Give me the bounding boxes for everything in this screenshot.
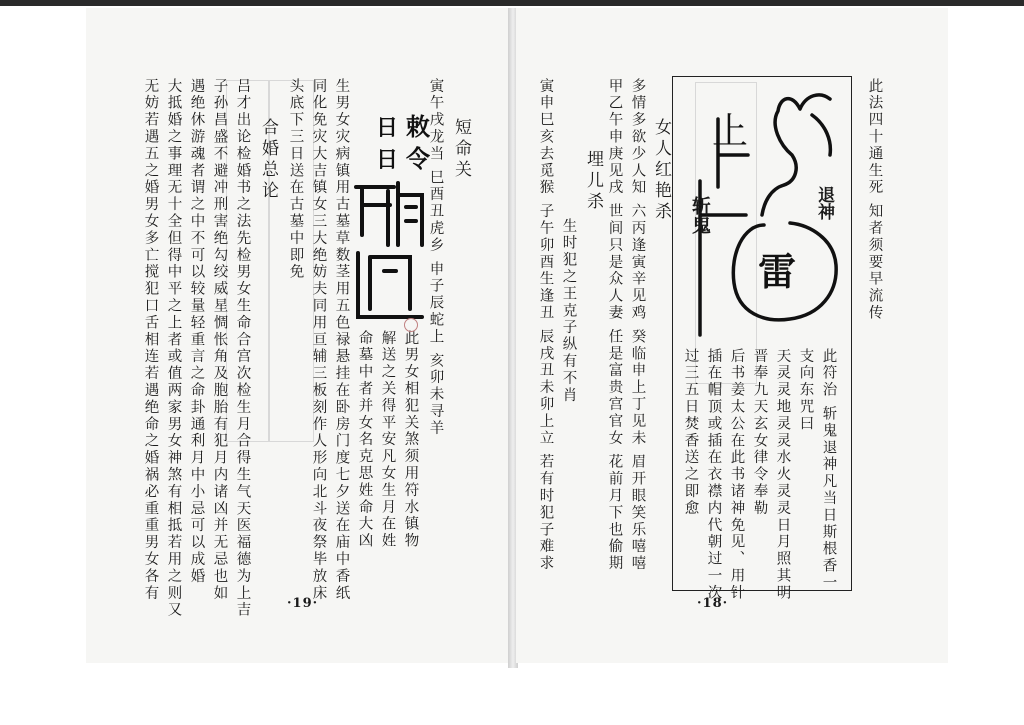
right-line-6: 后书姜太公在此书诸神免见、用针 [728, 348, 745, 602]
right-section-title-1: 女人红艳杀 [651, 118, 671, 223]
ink-stain-mark [404, 318, 418, 332]
left-line-10: 遇绝休游魂者谓之中不可以较量轻重言之命卦通利月中小忌可以成婚 [188, 78, 205, 585]
left-section-title-1: 短命关 [451, 118, 471, 181]
right-line-7: 插在帽顶或插在衣襟内代朝过一次 [705, 348, 722, 602]
left-line-1: 寅午戌龙当 巳酉丑虎乡 申子辰蛇上 亥卯未寻羊 [427, 78, 444, 438]
right-line-11: 生时犯之王克子纵有不肖 [560, 218, 577, 404]
left-line-6: 同化免灾大吉镇女三大绝妨夫同用亘辅三板刻作人形向北斗夜祭毕放床 [310, 78, 327, 602]
talisman-char-ri-2: 日 [376, 147, 399, 173]
right-line-8: 过三五日焚香送之即愈 [682, 348, 699, 517]
right-line-10: 甲乙午申庚见戌 世间只是众人妻 任是富贵宫官女 花前月下也偷期 [606, 78, 623, 573]
left-page-number: ·19· [287, 596, 319, 611]
left-line-5: 生男女灾病镇用古墓草数茎用五色禄悬挂在卧房门度七夕送在庙中香纸 [333, 78, 350, 602]
left-line-4: 命墓中者并女名克思姓命大凶 [356, 330, 373, 550]
talisman-char-ling: 令 [406, 144, 430, 173]
short-life-talisman [350, 95, 430, 325]
right-line-1: 此法四十通生死 知者须要早流传 [866, 78, 883, 322]
left-line-3: 解送之关得平安凡女生月在姓 [379, 330, 396, 550]
left-line-2: 此男女相犯关煞须用符水镇物 [402, 330, 419, 550]
talisman-center-char: 雷 [758, 249, 797, 294]
right-line-12: 寅申巳亥去觅猴 子午卯酉生逢丑 辰戌丑未卯上立 若有时犯子难求 [537, 78, 554, 573]
left-line-9: 子孙昌盛不避冲刑害绝勾绞威星惆怅角及胞胎有犯月内诸凶并无忌也如 [211, 78, 228, 602]
talisman-label-zhangui: 斩鬼 [689, 196, 711, 234]
right-line-9: 多情多欲少人知 六丙逢寅辛见鸡 癸临申上丁见未 眉开眼笑乐嘻嘻 [629, 78, 646, 573]
right-line-2: 此符治 斩鬼退神凡当日斯根香一 [820, 348, 837, 592]
right-page-number: ·18· [697, 596, 729, 611]
scan-top-edge [0, 0, 1024, 6]
left-line-7: 头底下三日送在古墓中即免 [287, 78, 304, 281]
right-section-title-2: 埋儿杀 [583, 150, 603, 213]
talisman-char-chi: 敕 [406, 112, 430, 141]
right-line-5: 晋奉九天玄女律令奉勒 [751, 348, 768, 517]
talisman-top-char: 上 [712, 111, 749, 152]
left-line-8: 吕才出论检婚书之法先检男女生命合宫次检生月合得生气天医福德为上吉 [234, 78, 251, 619]
left-line-12: 无妨若遇五之婚男女多亡搅犯口舌相连若遇绝命之婚祸必重重男女各有 [142, 78, 159, 602]
talisman-glyph-strokes [356, 183, 422, 317]
right-line-4: 天灵灵地灵灵水火灵灵日月照其明 [774, 348, 791, 602]
talisman-label-tuishen: 退神 [814, 186, 834, 220]
talisman-char-ri-1: 日 [376, 115, 399, 141]
left-section-title-2: 合婚总论 [258, 118, 278, 202]
left-line-11: 大抵婚之事理无十全但得中平之上者或值两家男女神煞有相抵若用之则又 [165, 78, 182, 619]
right-line-3: 支向东咒曰 [797, 348, 814, 433]
